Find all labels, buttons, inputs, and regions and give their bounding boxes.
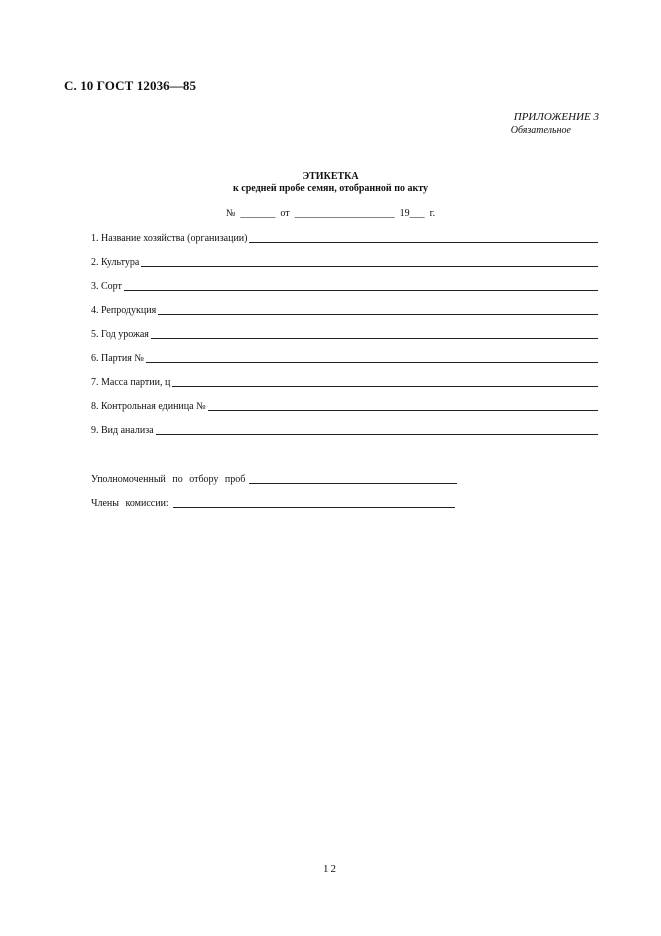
field-blank-line [208,400,598,411]
field-blank-line [124,280,598,291]
form-field-variety [91,279,598,293]
field-label: 8. Контрольная единица № [91,401,206,412]
signature-commission [91,496,455,510]
field-label: 2. Культура [91,257,140,268]
field-blank-line [172,376,598,387]
appendix-note: Обязательное [510,125,571,136]
form-field-analysis-type [91,423,598,437]
form-field-batch-number [91,351,598,365]
label-subtitle: к средней пробе семян, отобранной по акту [233,183,428,194]
form-field-control-unit [91,399,598,413]
field-label: 9. Вид анализа [91,425,154,436]
field-label: 5. Год урожая [91,329,149,340]
signature-blank-line [249,473,457,484]
form-field-batch-mass [91,375,598,389]
document-header: С. 10 ГОСТ 12036—85 [64,78,197,93]
field-label: 3. Сорт [91,281,122,292]
form-field-farm-name [91,231,598,245]
field-blank-line [141,256,598,267]
form-field-harvest-year [91,327,598,341]
appendix-block [511,111,599,137]
signature-sampler [91,472,457,486]
field-label: 6. Партия № [91,353,144,364]
field-blank-line [158,304,598,315]
signature-blank-line [173,497,455,508]
form-field-crop [91,255,598,269]
label-title: ЭТИКЕТКА [302,171,359,182]
field-blank-line [249,232,598,243]
label-title-block [0,171,661,195]
field-blank-line [151,328,598,339]
signature-label: Члены комиссии: [91,498,169,509]
page-number: 12 [323,863,338,875]
signature-label: Уполномоченный по отбору проб [91,474,246,485]
field-blank-line [156,424,598,435]
field-label: 1. Название хозяйства (организации) [91,233,248,244]
form-field-reproduction [91,303,598,317]
field-label: 4. Репродукция [91,305,157,316]
appendix-label: ПРИЛОЖЕНИЕ 3 [513,111,599,123]
field-label: 7. Масса партии, ц [91,377,171,388]
field-blank-line [146,352,598,363]
act-reference-line: № _______ от ____________________ 19___ г. [225,208,436,219]
